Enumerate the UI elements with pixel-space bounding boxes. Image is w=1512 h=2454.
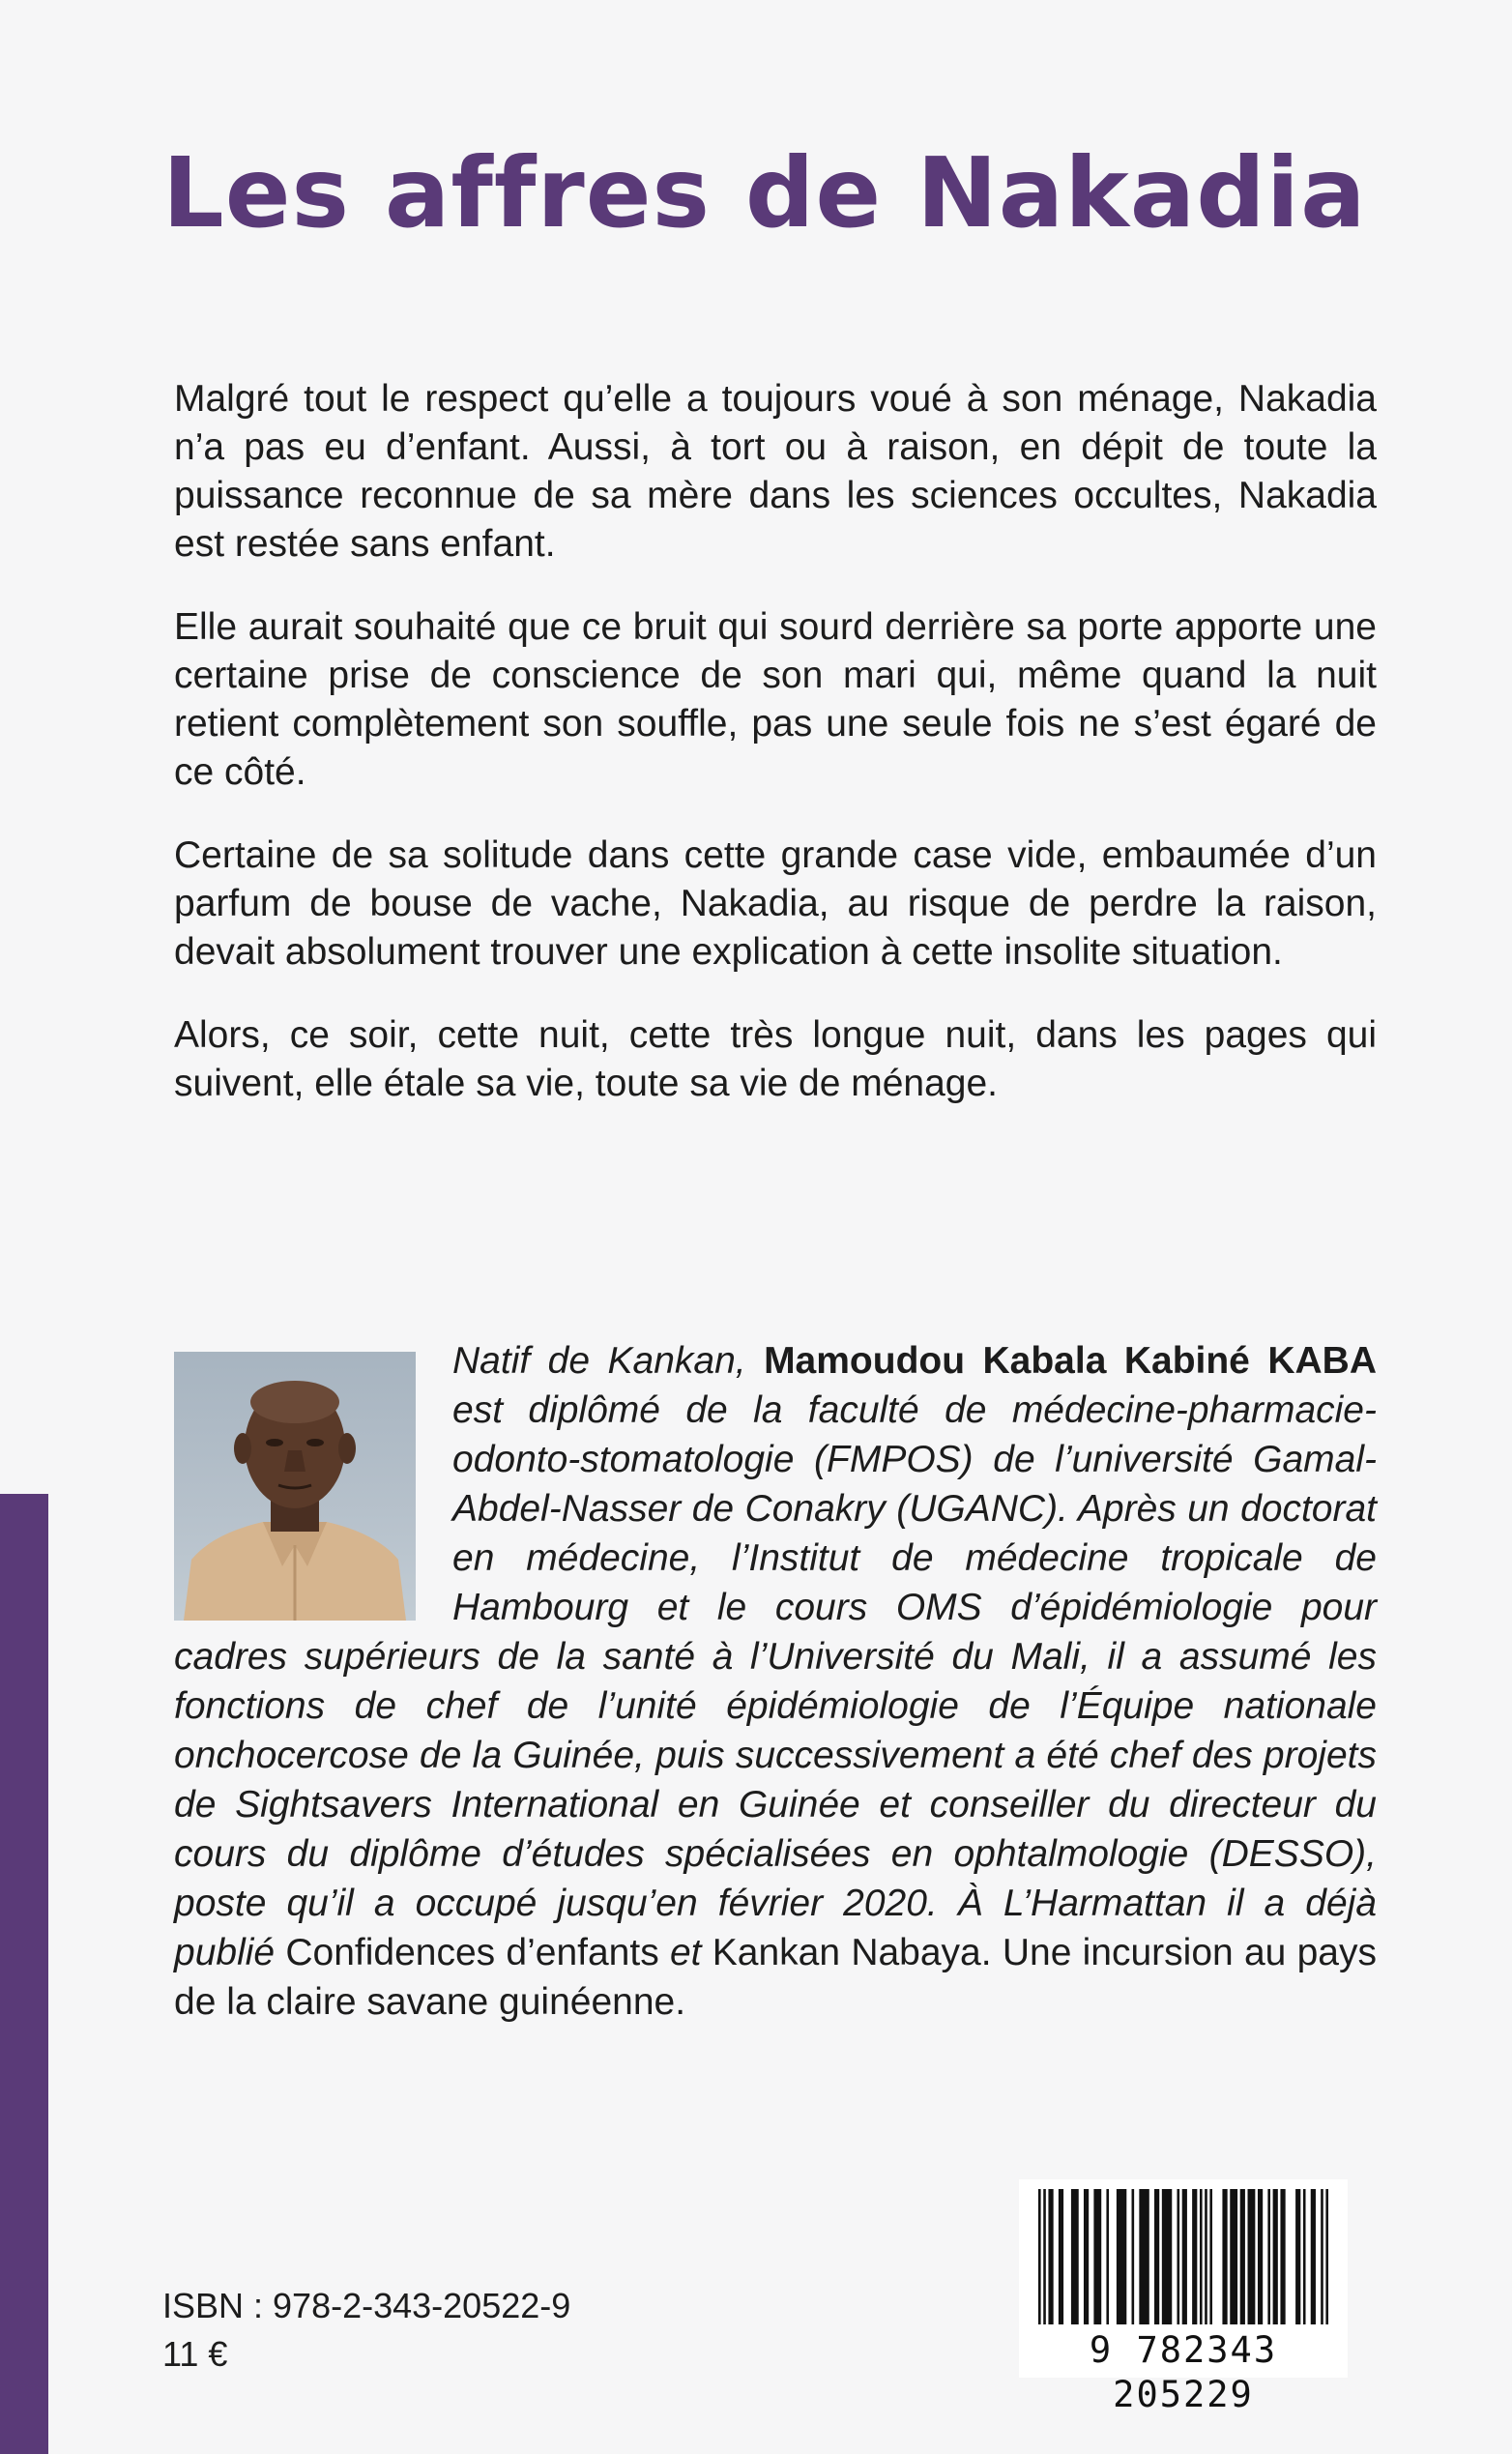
barcode-bars [1019,2179,1348,2330]
barcode-bar [1267,2189,1270,2324]
barcode-bar [1154,2189,1159,2324]
blurb-paragraph-3: Certaine de sa solitude dans cette grande case vide, embaumée d’un parfum de bouse de vache, Nakadia, au risque de perdre la raison, devait absolument trouver une explication à cette insolite situation. [174,834,1377,973]
barcode-bar [1043,2189,1046,2324]
barcode-bar [1230,2189,1237,2324]
barcode-bar [1132,2189,1135,2324]
barcode-bar [1273,2189,1278,2324]
book-title-2: Kankan Nabaya. Une incursion au pays de la claire savane guinéenne. [174,1932,1377,2023]
blurb-paragraph-1: Malgré tout le respect qu’elle a toujours voué à son ménage, Nakadia n’a pas eu d’enfant. Aussi, à tort ou à raison, en dépit de toute la puissance reconnue de sa mère dans les sciences occultes, Nakadia est restée sans enfant. [174,378,1377,565]
barcode-bar [1192,2189,1197,2324]
barcode-bar [1248,2189,1256,2324]
barcode-bar [1280,2189,1285,2324]
barcode-bar [1162,2189,1172,2324]
blurb-paragraph-2: Elle aurait souhaité que ce bruit qui sourd derrière sa porte apporte une certaine prise de conscience de son mari qui, même quand la nuit retient complètement son souffle, pas une seule fois ne s’est égaré de ce côté. [174,606,1377,793]
side-color-band [0,1494,48,2454]
isbn-number: ISBN : 978-2-343-20522-9 [162,2286,571,2325]
barcode-bar [1059,2189,1063,2324]
barcode-bar [1209,2189,1212,2324]
barcode-bar [1205,2189,1207,2324]
barcode-bar [1222,2189,1227,2324]
barcode-bar [1303,2189,1306,2324]
barcode-bar [1182,2189,1187,2324]
book-title: Les affres de Nakadia [162,136,1367,249]
barcode-bar [1071,2189,1079,2324]
barcode-bar [1048,2189,1053,2324]
price: 11 € [162,2334,228,2374]
barcode-bar [1325,2189,1328,2324]
barcode-bar [1200,2189,1203,2324]
barcode-bar [1093,2189,1101,2324]
bio-intro: Natif de Kankan, [452,1340,765,1382]
barcode-bar [1038,2189,1041,2324]
barcode-bar [1295,2189,1300,2324]
barcode-digits: 9 782343 205229 [1089,2329,1278,2415]
barcode-bar [1311,2189,1316,2324]
blurb [174,375,1377,1143]
isbn-block [162,2282,570,2379]
barcode [1019,2179,1348,2415]
bio-text: est diplômé de la faculté de médecine-pharmacie-odonto-stomatologie (FMPOS) de l’université Gamal-Abdel-Nasser de Conakry (UGANC). Après un doctorat en médecine, l’Institut de médecine tropicale de Hambourg et le cours OMS d’épidémiologie pour cadres supérieurs de la santé à l’Université du Mali, il a assumé les fonctions de chef de l’unité épidémiologie de l’Équipe nationale onchocercose de la Guinée, puis successivement a été chef des projets de Sightsavers International en Guinée et conseiller du directeur du cours du diplôme d’études spécialisées en ophtalmologie (DESSO), poste qu’il a occupé jusqu’en février 2020. À L’Harmattan il a déjà publié [174,1389,1377,1973]
barcode-bar [1139,2189,1149,2324]
blurb-paragraph-4: Alors, ce soir, cette nuit, cette très longue nuit, dans les pages qui suivent, elle étale sa vie, toute sa vie de ménage. [174,1014,1377,1104]
barcode-bar [1240,2189,1245,2324]
author-bio [174,1336,1377,2027]
barcode-bar [1084,2189,1089,2324]
barcode-bar [1177,2189,1179,2324]
barcode-bar [1321,2189,1323,2324]
author-photo [174,1352,416,1621]
bio-conjunction: et [658,1932,712,1973]
barcode-bar [1117,2189,1126,2324]
author-name: Mamoudou Kabala Kabiné KABA [764,1340,1377,1382]
book-title-1: Confidences d’enfants [285,1932,659,1973]
barcode-bar [1106,2189,1109,2324]
barcode-bar [1258,2189,1263,2324]
